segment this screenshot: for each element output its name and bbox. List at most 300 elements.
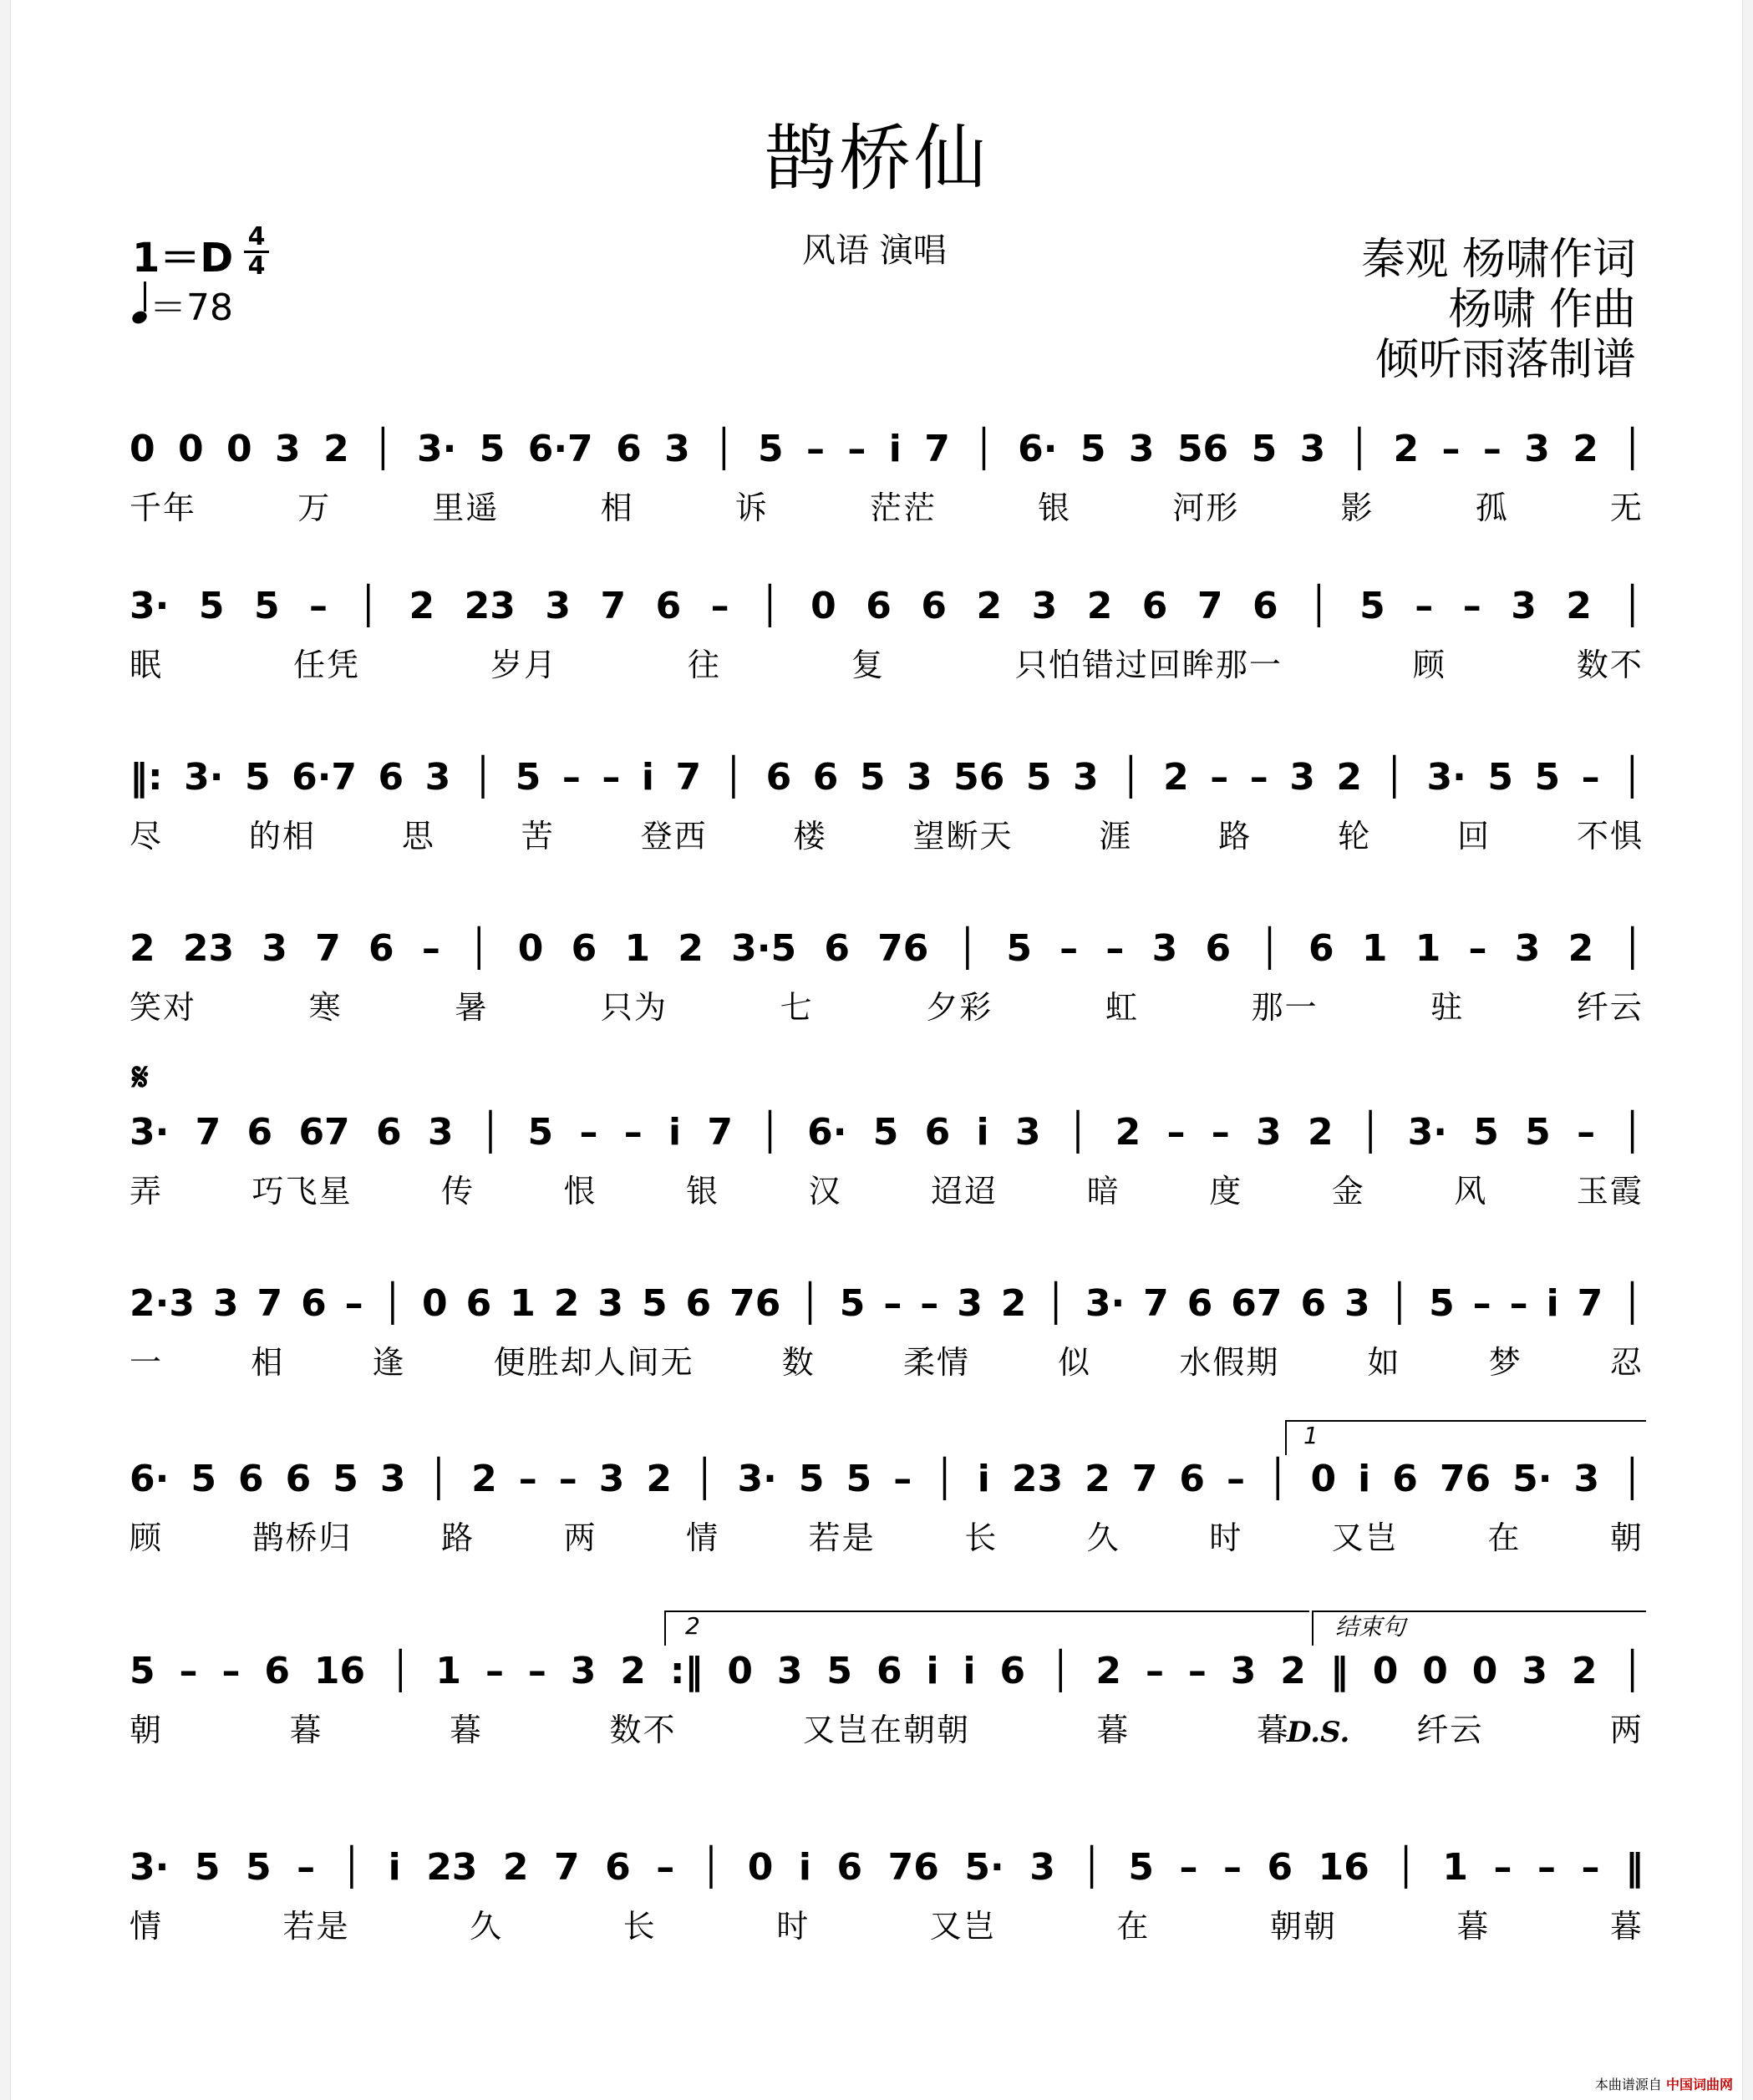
note-token: 5 (245, 1846, 272, 1889)
note-token: │ (1621, 1458, 1644, 1500)
note-token: 6·7 (527, 428, 593, 470)
right-margin-strip (1742, 0, 1753, 2100)
note-token: 3· (130, 1111, 170, 1154)
note-token: 3 (379, 1458, 406, 1500)
note-token: 67 (298, 1111, 350, 1154)
note-token: 7 (1131, 1458, 1158, 1500)
note-token: 5· (964, 1846, 1004, 1889)
note-token: 3· (130, 585, 170, 627)
note-token: 0 (810, 585, 836, 627)
note-token: 5 (515, 756, 541, 799)
note-token: 7 (1143, 1282, 1169, 1325)
note-token: 6 (999, 1650, 1026, 1692)
note-token: i (641, 756, 654, 799)
lyric-token: 孤 (1475, 489, 1509, 526)
lyric-token: 暮 (1256, 1712, 1290, 1748)
note-token: i (798, 1846, 812, 1889)
note-token: – (1145, 1650, 1164, 1692)
note-token: │ (1049, 1650, 1072, 1692)
note-token: 2 (409, 585, 435, 627)
lyric-token: 纤云 (1416, 1712, 1484, 1748)
lyric-token: 复 (851, 647, 885, 683)
note-token: 3 (424, 756, 451, 799)
note-token: │ (471, 756, 495, 799)
note-token: 7 (554, 1846, 580, 1889)
note-token: 7 (924, 428, 950, 470)
note-token: 6 (1392, 1458, 1418, 1500)
note-token: – (1187, 1650, 1207, 1692)
note-token: 2 (1095, 1650, 1122, 1692)
note-token: 5 (1534, 756, 1561, 799)
tempo-value: ＝78 (150, 287, 233, 329)
note-token: │ (1621, 1282, 1644, 1325)
note-token: 1 (624, 927, 651, 970)
note-token: 5 (1080, 428, 1106, 470)
note-token: 5 (1473, 1111, 1499, 1154)
note-token: 2 (1568, 927, 1594, 970)
tempo-marking (132, 277, 233, 331)
note-token: 2 (553, 1282, 580, 1325)
lyric-token: 只怕错过回眸那一 (1014, 647, 1283, 683)
note-token: 23 (464, 585, 516, 627)
note-token: 2 (976, 585, 1003, 627)
note-token: – (1441, 428, 1461, 470)
transcriber-credit: 倾听雨落制谱 (1374, 335, 1636, 385)
lyricist-credit: 秦观 杨啸作词 (1361, 235, 1636, 285)
lyric-token: 度 (1209, 1173, 1243, 1210)
note-token: 2 (1307, 1111, 1334, 1154)
note-token: 6 (1141, 585, 1168, 627)
lyric-token: 又岂 (929, 1908, 997, 1945)
note-token: 3 (1573, 1458, 1600, 1500)
note-token: 2 (1280, 1650, 1306, 1692)
note-token: 5 (198, 585, 225, 627)
composer-credit: 杨啸 作曲 (1448, 285, 1636, 335)
volta-2-label: 2 (685, 1612, 700, 1640)
note-token: – (1222, 1846, 1242, 1889)
note-token: 0 (727, 1650, 753, 1692)
volta-2-bracket (664, 1611, 1309, 1646)
lyric-token: 的相 (248, 818, 316, 855)
note-token: 7 (1197, 585, 1223, 627)
note-token: 0 (1422, 1650, 1448, 1692)
volta-1-label: 1 (1303, 1422, 1319, 1449)
note-token: 5 (1429, 1282, 1455, 1325)
note-token: – (1415, 585, 1434, 627)
lyric-token: 柔情 (902, 1344, 970, 1381)
lyric-token: 往 (687, 647, 721, 683)
note-token: 6 (605, 1846, 631, 1889)
note-token: 3· (130, 1846, 170, 1889)
note-token: 23 (1011, 1458, 1064, 1500)
note-token: 7 (257, 1282, 283, 1325)
lyric-token: 风 (1454, 1173, 1488, 1210)
lyric-token: 万 (297, 489, 332, 526)
time-signature-top: 4 (244, 224, 269, 253)
note-token: │ (389, 1650, 412, 1692)
note-token: 5 (1006, 927, 1032, 970)
note-token: – (421, 927, 440, 970)
note-token: │ (1388, 1282, 1411, 1325)
note-token: – (179, 1650, 198, 1692)
note-token: 7 (707, 1111, 734, 1154)
note-token: 67 (1231, 1282, 1283, 1325)
note-token: │ (973, 428, 995, 470)
lyric-token: 顾 (130, 1519, 164, 1556)
lyric-token: 两 (563, 1519, 597, 1556)
note-token: – (1210, 756, 1229, 799)
lyric-token: 暮 (449, 1712, 483, 1748)
lyric-token: 茫茫 (869, 489, 937, 526)
note-token: 3 (776, 1650, 803, 1692)
note-token: 6 (655, 585, 682, 627)
note-token: 0 (1471, 1650, 1498, 1692)
note-token: i (888, 428, 902, 470)
lyric-line (130, 482, 1644, 528)
left-margin-strip (0, 0, 11, 2100)
note-token: │ (1258, 927, 1281, 970)
note-token: 3 (907, 756, 932, 799)
note-token: 0 (517, 927, 544, 970)
note-token: 2·3 (130, 1282, 195, 1325)
note-token: 5 (191, 1458, 216, 1500)
note-token: – (485, 1650, 504, 1692)
lyric-token: 诉 (734, 489, 769, 526)
note-token: 3 (1230, 1650, 1257, 1692)
note-token: 6 (685, 1282, 712, 1325)
note-token: 76 (887, 1846, 939, 1889)
note-token: 3 (1014, 1111, 1041, 1154)
note-token: 2 (1000, 1282, 1027, 1325)
note-token: │ (933, 1458, 956, 1500)
note-token: 7 (195, 1111, 221, 1154)
note-token: :‖ (669, 1650, 704, 1692)
note-token: 3 (957, 1282, 983, 1325)
lyric-token: 数 (781, 1344, 816, 1381)
time-signature-bottom: 4 (247, 251, 266, 281)
note-token: – (1509, 1282, 1528, 1325)
lyric-token: 数不 (609, 1712, 677, 1748)
note-token: │ (468, 927, 490, 970)
note-token: – (221, 1650, 241, 1692)
note-token: – (1227, 1458, 1245, 1500)
note-token: │ (759, 585, 781, 627)
note-token: 5 (839, 1282, 866, 1325)
note-token: – (656, 1846, 675, 1889)
note-token: 0 (130, 428, 155, 470)
note-token: 6· (807, 1111, 847, 1154)
note-token: 3· (1407, 1111, 1447, 1154)
note-token: 6 (285, 1458, 312, 1500)
note-token: │ (699, 1846, 723, 1889)
lyric-token: 在 (1487, 1519, 1522, 1556)
note-token: i (1546, 1282, 1559, 1325)
note-token: 2 (1085, 1458, 1110, 1500)
note-token: 3 (1256, 1111, 1282, 1154)
lyric-line (130, 639, 1644, 685)
lyric-token: 虹 (1105, 989, 1139, 1026)
lyric-token: 传 (441, 1173, 475, 1210)
note-token: 23 (182, 927, 235, 970)
lyric-token: 在 (1116, 1908, 1151, 1945)
note-token: 2 (620, 1650, 646, 1692)
note-token: 6 (1300, 1282, 1327, 1325)
note-token: 0 (226, 428, 252, 470)
note-token: ‖: (130, 756, 163, 799)
note-token: │ (759, 1111, 781, 1154)
note-token: – (1482, 428, 1501, 470)
note-token: 3 (664, 428, 690, 470)
note-token: – (1105, 927, 1125, 970)
lyric-line (130, 810, 1644, 856)
note-token: 6 (812, 756, 839, 799)
note-token: ‖ (1624, 1846, 1644, 1889)
note-token: 5 (244, 756, 271, 799)
note-token: – (1059, 927, 1079, 970)
note-token: 2 (1086, 585, 1113, 627)
note-token: – (893, 1458, 912, 1500)
note-token: 6 (1267, 1846, 1293, 1889)
note-token: │ (1348, 428, 1371, 470)
note-token: 5 (253, 585, 280, 627)
note-token: – (558, 1458, 577, 1500)
note-token: 7 (675, 756, 702, 799)
note-token: 6 (1205, 927, 1232, 970)
lyric-token: 弄 (130, 1173, 164, 1210)
note-token: – (710, 585, 729, 627)
note-token: 3· (1426, 756, 1466, 799)
note-token: 6 (824, 927, 850, 970)
note-token: │ (1395, 1846, 1417, 1889)
ending-label: 结束句 (1335, 1613, 1406, 1641)
lyric-token: 相 (600, 489, 634, 526)
note-token: 3· (184, 756, 224, 799)
note-token: 2 (646, 1458, 673, 1500)
note-token: │ (1621, 585, 1644, 627)
lyric-token: 暮 (289, 1712, 323, 1748)
note-token: 5 (826, 1650, 853, 1692)
lyric-token: 登西 (640, 818, 708, 855)
note-token: 3· (1085, 1282, 1125, 1325)
lyric-token: 朝 (130, 1712, 164, 1748)
note-token: 5 (859, 756, 886, 799)
note-token: 5 (1487, 756, 1513, 799)
lyric-token: 情 (686, 1519, 720, 1556)
note-token: 5 (479, 428, 506, 470)
note-token: 6· (130, 1458, 170, 1500)
lyric-token: 情 (130, 1908, 164, 1945)
note-token: 0 (1310, 1458, 1337, 1500)
note-token: 5 (798, 1458, 825, 1500)
note-token: – (518, 1458, 537, 1500)
lyric-token: 不惧 (1576, 818, 1644, 855)
lyric-line (130, 982, 1644, 1027)
note-token: – (309, 585, 328, 627)
note-token: 6 (866, 585, 892, 627)
note-token: │ (357, 585, 380, 627)
note-token: i (1358, 1458, 1371, 1500)
note-token: 3· (737, 1458, 777, 1500)
note-token: │ (722, 756, 745, 799)
note-token: 5 (1128, 1846, 1154, 1889)
lyric-token: 顾 (1412, 647, 1446, 683)
note-token: – (847, 428, 866, 470)
lyric-token: 岁月 (490, 647, 557, 683)
note-token: 2 (323, 428, 349, 470)
note-token: – (297, 1846, 316, 1889)
note-token: │ (479, 1111, 502, 1154)
lyric-token: 又岂在朝朝 (802, 1712, 970, 1748)
lyric-token: 驻 (1430, 989, 1465, 1026)
lyric-token: 鹊桥归 (252, 1519, 353, 1556)
note-token: 3 (1031, 585, 1058, 627)
lyric-token: 长 (964, 1519, 998, 1556)
note-token: │ (372, 428, 394, 470)
note-token: – (623, 1111, 643, 1154)
note-token: – (1462, 585, 1481, 627)
note-token: │ (1066, 1111, 1090, 1154)
note-token: 2 (1566, 585, 1592, 627)
note-token: 6·7 (292, 756, 358, 799)
note-token: 0 (422, 1282, 448, 1325)
lyric-token: 相 (251, 1344, 285, 1381)
note-token: 6 (876, 1650, 902, 1692)
lyric-token: 长 (622, 1908, 657, 1945)
lyric-token: 寒 (308, 989, 343, 1026)
note-token: – (1166, 1111, 1186, 1154)
note-token: i (977, 1458, 990, 1500)
note-token: 2 (1115, 1111, 1141, 1154)
lyric-token: 影 (1340, 489, 1374, 526)
lyric-token: 金 (1331, 1173, 1365, 1210)
note-token: 0 (747, 1846, 774, 1889)
note-token: – (1581, 756, 1600, 799)
note-token: 3 (1072, 756, 1099, 799)
lyric-token: 忍 (1609, 1344, 1644, 1381)
lyric-token: 河形 (1172, 489, 1240, 526)
note-token: 2 (1573, 428, 1598, 470)
note-token: i (963, 1650, 976, 1692)
note-token: i (976, 1111, 989, 1154)
note-token: 2 (1336, 756, 1362, 799)
note-token: 2 (1393, 428, 1420, 470)
lyric-token: 恨 (563, 1173, 597, 1210)
song-title: 鹊桥仙 (764, 117, 989, 200)
note-token: – (561, 756, 581, 799)
note-token: 1 (435, 1650, 462, 1692)
lyric-token: 时 (776, 1908, 810, 1945)
note-token: │ (1621, 927, 1644, 970)
note-token: 16 (313, 1650, 366, 1692)
lyric-token: 路 (1218, 818, 1253, 855)
note-token: 6 (836, 1846, 863, 1889)
lyric-token: 逢 (372, 1344, 406, 1381)
lyric-token: 暗 (1086, 1173, 1120, 1210)
lyric-token: 梦 (1488, 1344, 1522, 1381)
note-token: │ (427, 1458, 450, 1500)
note-token: 0 (1372, 1650, 1399, 1692)
segno-sign: 𝄋 (132, 1054, 149, 1099)
note-stem (144, 282, 146, 312)
lyric-line (130, 1337, 1644, 1382)
note-token: 23 (426, 1846, 478, 1889)
note-token: 5 (333, 1458, 358, 1500)
lyric-line (130, 1900, 1644, 1946)
lyric-token: 银 (1038, 489, 1072, 526)
note-token: 5 (1359, 585, 1385, 627)
note-token: 5 (130, 1650, 155, 1692)
note-token: 7 (600, 585, 627, 627)
note-token: 6 (301, 1282, 327, 1325)
lyric-token: 水假期 (1179, 1344, 1280, 1381)
key-signature: 1＝D (132, 235, 234, 282)
lyric-token: 暮 (1456, 1908, 1491, 1945)
note-token: – (1493, 1846, 1512, 1889)
note-token: i (926, 1650, 939, 1692)
lyric-token: 轮 (1338, 818, 1372, 855)
note-token: │ (1267, 1458, 1289, 1500)
lyric-token: 银 (686, 1173, 720, 1210)
note-token: │ (1621, 756, 1644, 799)
lyric-token: 涯 (1099, 818, 1133, 855)
note-token: 3 (1299, 428, 1326, 470)
lyric-token: 里遥 (432, 489, 500, 526)
lyric-token: 两 (1609, 1712, 1644, 1748)
lyric-token: 朝朝 (1269, 1908, 1337, 1945)
note-token: – (344, 1282, 363, 1325)
singer-credit: 风语 演唱 (802, 231, 947, 270)
ds-marking: D.S. (1287, 1716, 1350, 1749)
note-token: 3 (262, 927, 287, 970)
note-token: 2 (1163, 756, 1189, 799)
note-token: – (1249, 756, 1268, 799)
note-token: 5 (757, 428, 784, 470)
note-token: 2 (471, 1458, 497, 1500)
note-token: │ (1621, 1111, 1644, 1154)
lyric-token: 一 (130, 1344, 164, 1381)
note-token: 6 (1179, 1458, 1205, 1500)
note-token: 5 (1525, 1111, 1551, 1154)
note-token: │ (381, 1282, 404, 1325)
lyric-token: 暑 (455, 989, 489, 1026)
lyric-token: 望断天 (912, 818, 1014, 855)
lyric-token: 若是 (282, 1908, 350, 1945)
note-token: 6 (921, 585, 947, 627)
note-token: – (920, 1282, 939, 1325)
note-token: 76 (877, 927, 929, 970)
lyric-token: 若是 (808, 1519, 876, 1556)
note-token: 7 (315, 927, 341, 970)
note-token: 6 (1253, 585, 1278, 627)
lyric-line (130, 1512, 1644, 1558)
lyric-token: 路 (441, 1519, 475, 1556)
note-token: 6 (238, 1458, 264, 1500)
note-token: – (1581, 1846, 1600, 1889)
note-token: │ (1080, 1846, 1103, 1889)
note-token: 5 (872, 1111, 899, 1154)
note-token: 6 (375, 1111, 402, 1154)
note-token: 3· (416, 428, 457, 470)
note-token: 3 (1128, 428, 1155, 470)
note-token: 6 (264, 1650, 290, 1692)
lyric-token: 只为 (600, 989, 668, 1026)
note-token: – (1537, 1846, 1556, 1889)
lyric-token: 无 (1609, 489, 1644, 526)
note-token: 3 (1524, 428, 1550, 470)
lyric-token: 任凭 (292, 647, 360, 683)
note-token: 6 (571, 927, 597, 970)
lyric-token: 暮 (1096, 1712, 1131, 1748)
